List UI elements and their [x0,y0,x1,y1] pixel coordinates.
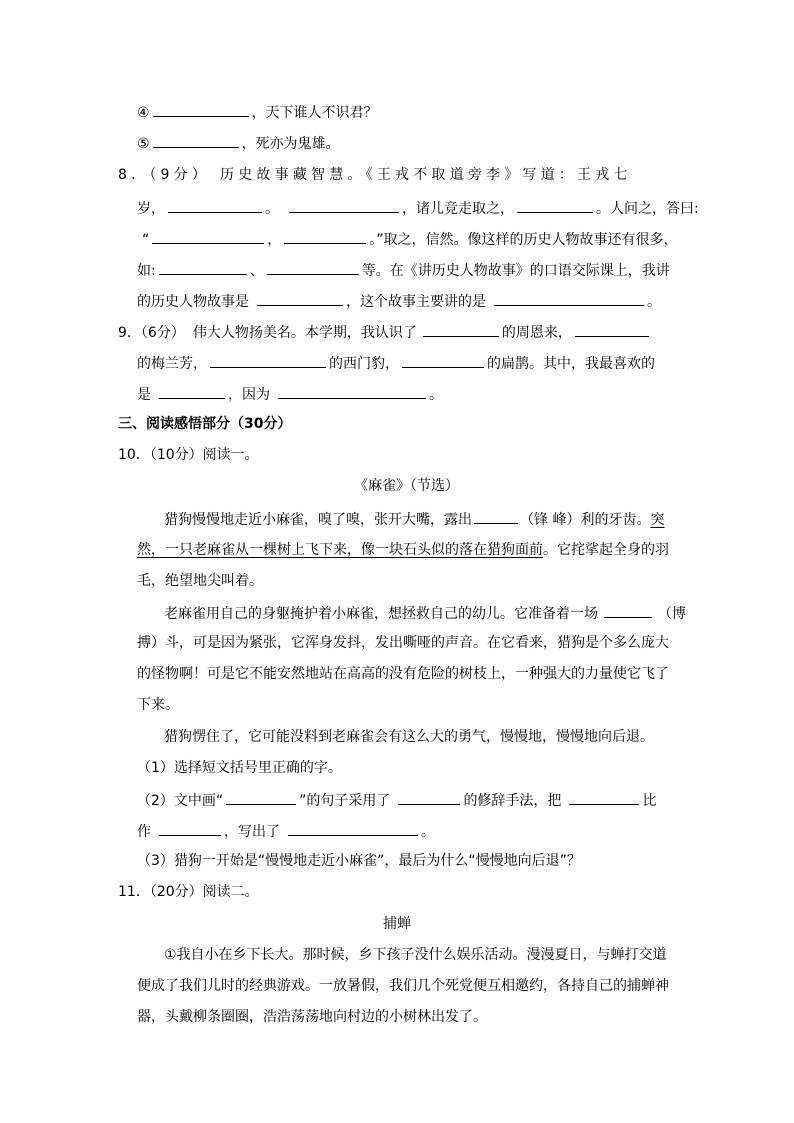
answer-blank[interactable] [153,101,249,117]
text: 的梅兰芳， [137,356,207,372]
answer-blank[interactable] [267,259,359,275]
text: 岁， [137,201,165,217]
text: ，诸儿竞走取之， [402,201,514,217]
answer-blank[interactable] [284,228,366,244]
text: 猎狗慢慢地走近小麻雀，嗅了嗅，张开大嘴，露出 [164,512,472,528]
answer-blank[interactable] [210,352,326,368]
q8-line-2 [137,197,699,219]
passage-line: 的怪物啊！可是它不能安然地站在高高的没有危险的树枝上，一种强大的力量使它飞了 [137,666,669,682]
q9-line-1 [118,321,652,343]
text: ”的句子采用了 [299,793,391,809]
text: 作 [137,824,151,840]
text: 、 [249,263,264,279]
item-number: ④ [137,105,150,121]
text: 的历史人物故事是 [137,294,249,310]
item-text: ，天下谁人不识君？ [251,105,378,121]
text: 。 [647,294,661,310]
q10-header: 10．（10分）阅读一。 [118,447,259,463]
answer-blank[interactable] [398,789,460,805]
q8-line-3 [142,228,678,250]
question-text: 历史故事藏智慧。《王戎不取道旁李》写道：王戎七 [220,167,632,183]
passage-line: 下来。 [137,697,179,713]
section-heading: 三、阅读感悟部分（30分） [118,416,292,432]
passage-line [164,602,686,624]
text: ， [267,232,282,248]
passage-line: 猎狗愣住了，它可能没料到老麻雀会有这么大的勇气，慢慢地，慢慢地向后退。 [164,729,654,745]
question-score: （9分） [149,167,211,183]
item-text: ，死亦为鬼雄。 [241,136,340,152]
answer-blank[interactable] [517,197,593,213]
text: “ [142,232,150,248]
answer-blank[interactable] [152,228,264,244]
text: 。”取之，信然。像这样的历史人物故事还有很多， [369,232,678,248]
underlined-sentence: 突 [650,512,665,528]
passage-line: 毛，绝望地尖叫着。 [137,573,263,589]
answer-blank[interactable] [278,383,426,399]
text: 。人问之，答曰: [596,201,699,217]
question-number: 8． [118,167,150,183]
answer-blank[interactable] [423,321,499,337]
passage-line [164,508,664,530]
passage-line: ①我自小在乡下长大。那时候，乡下孩子没什么娱乐活动。漫漫夏日，与蝉打交道 [164,947,667,963]
item-number: ⑤ [137,136,150,152]
answer-blank[interactable] [168,197,262,213]
text: 。 [429,387,443,403]
passage-line: 器，头戴柳条圈圈，浩浩荡荡地向村边的小树林出发了。 [137,1009,487,1025]
text: ，这个故事主要讲的是 [346,294,486,310]
sub-question-1: （1）选择短文括号里正确的字。 [137,760,342,776]
passage-title: 捕蝉 [383,916,411,932]
q11-header: 11．（20分）阅读二。 [118,884,259,900]
answer-blank[interactable] [257,290,343,306]
text: 的扁鹊。其中，我最喜欢的 [487,356,655,372]
q9-line-3 [137,383,443,405]
text: 老麻雀用自己的身躯掩护着小麻雀，想拯救自己的幼儿。它准备着一场 [164,606,598,622]
answer-blank[interactable] [159,383,225,399]
text: 等。在《讲历史人物故事》的口语交际课上，我讲 [361,263,670,279]
answer-blank[interactable] [159,820,221,836]
passage-line [137,540,669,560]
q8-line-1 [118,165,632,185]
q7-item-5 [137,132,340,154]
q7-item-4 [137,101,378,123]
answer-blank[interactable] [575,321,649,337]
sub-question-3: （3）猎狗一开始是“慢慢地走近小麻雀”，最后为什么“慢慢地向后退”？ [137,853,581,869]
underlined-sentence: 然，一只老麻雀从一棵树上飞下来，像一块石头似的落在猎狗面前 [137,542,543,558]
answer-blank[interactable] [569,789,639,805]
text: （博 [658,606,686,622]
answer-blank[interactable] [474,508,518,524]
answer-blank[interactable] [402,352,484,368]
text: （锋 峰）利的牙齿。 [520,512,651,528]
answer-blank[interactable] [159,259,247,275]
q8-line-5 [137,290,661,312]
text: 。 [421,824,435,840]
q9-line-2 [137,352,655,374]
answer-blank[interactable] [494,290,644,306]
text: 伟大人物扬美名。本学期，我认识了 [192,325,417,341]
text: （2）文中画“ [137,793,224,809]
sub-question-2-cont [137,820,435,842]
passage-title: 《麻雀》（节选） [354,478,459,494]
passage-line: 搏）斗，可是因为紧张，它浑身发抖，发出嘶哑的声音。在它看来，猎狗是个多么庞大 [137,635,669,651]
text: 比 [642,793,657,809]
text: 的修辞手法，把 [463,793,562,809]
q8-line-4 [137,259,670,281]
answer-blank[interactable] [153,132,239,148]
answer-blank[interactable] [288,820,418,836]
text: 。它挓挲起全身的羽 [543,542,669,558]
text: ，因为 [228,387,270,403]
question-score: （6分） [140,325,185,341]
answer-blank[interactable] [604,602,652,618]
sub-question-2 [137,789,656,811]
text: 。 [265,201,279,217]
question-number: 9． [118,325,141,341]
passage-line: 便成了我们儿时的经典游戏。一放暑假，我们几个死党便互相邀约，各持自己的捕蝉神 [137,978,669,994]
text: 的周恩来， [501,325,572,341]
text: 如: [137,263,156,279]
text: 是 [137,387,151,403]
answer-blank[interactable] [226,789,296,805]
text: 的西门豹， [329,356,399,372]
text: ，写出了 [224,824,280,840]
answer-blank[interactable] [289,197,399,213]
